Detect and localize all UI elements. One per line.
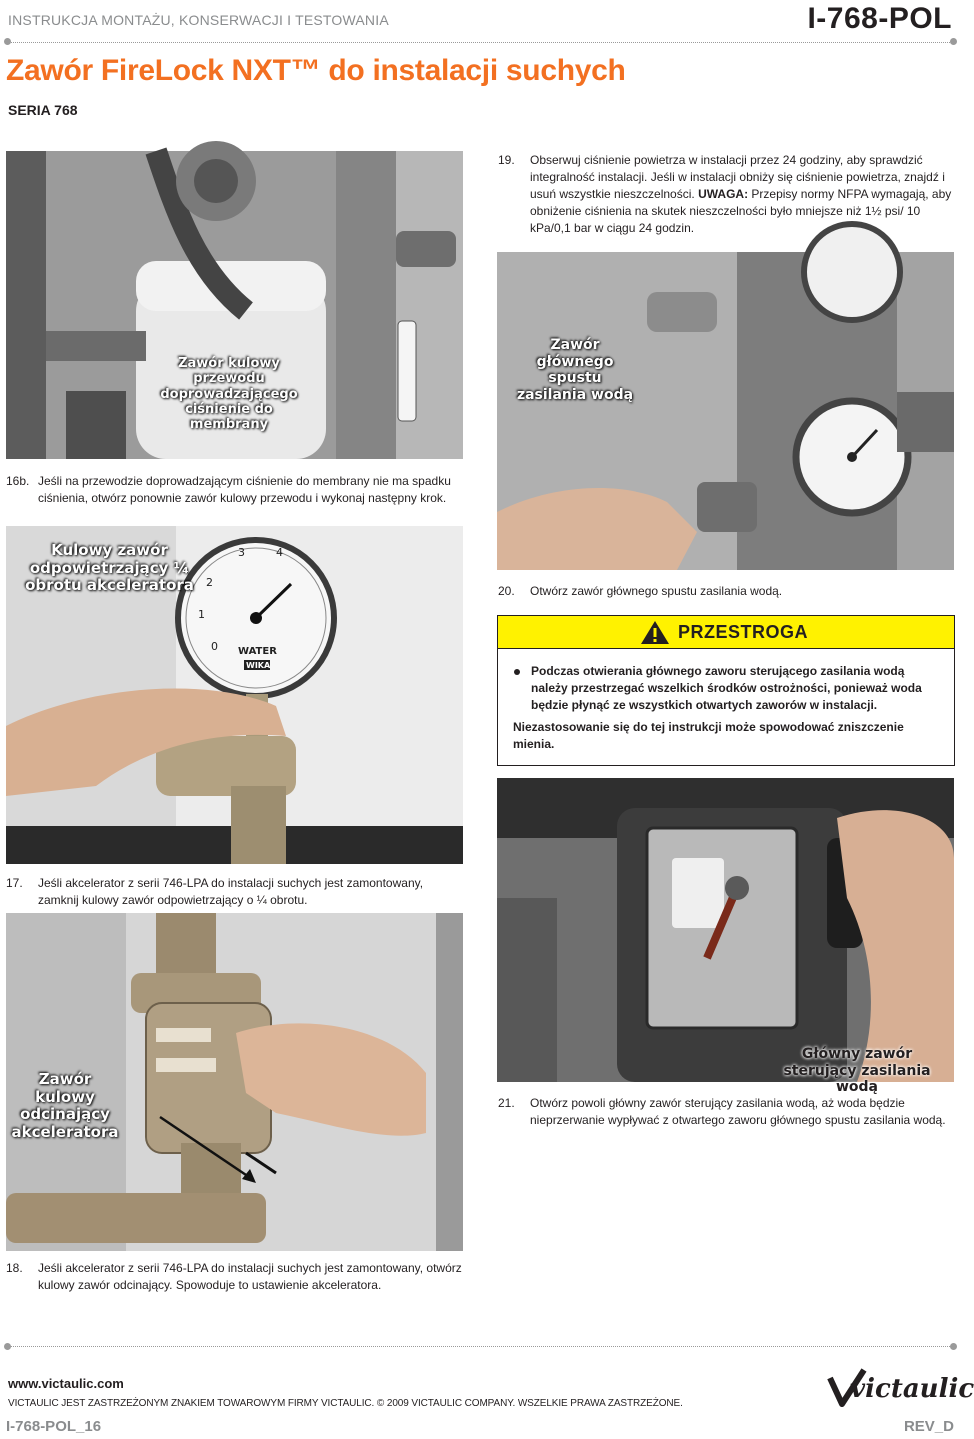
pointer-arrow-icon: [156, 1113, 266, 1193]
step-21: [498, 1095, 952, 1131]
caution-box: [497, 615, 955, 766]
photo-main-control-valve: [497, 778, 954, 1096]
victaulic-logo-text: victaulic: [850, 1374, 974, 1404]
callout-accelerator-vent-valve: Kulowy zawór odpowietrzający ¼ obrotu akceleratora: [25, 541, 194, 595]
callout-accelerator-isolation-valve: Zawór kulowy odcinający akceleratora: [11, 1070, 119, 1142]
gauge-scale-4: 0: [211, 640, 218, 653]
step-19-text: [530, 152, 952, 237]
callout-diaphragm-line-valve: Zawór kulowy przewodu doprowadzającego ciśnienie do membrany: [160, 356, 298, 433]
step-19: [498, 152, 952, 242]
caution-header: [498, 616, 954, 649]
step-18-number: 18.: [6, 1261, 23, 1275]
footer-website-link[interactable]: www.victaulic.com: [8, 1376, 124, 1391]
caution-bullet-text: Podczas otwierania głównego zaworu sterującego zasilania wodą należy przestrzegać wszelkich środków ostrożności, ponieważ woda będzie płynąć ze wszystkich otwartych zaworów w instalacji.: [531, 664, 922, 712]
caution-bullet-dot: [514, 669, 520, 675]
caution-title: PRZESTROGA: [678, 622, 809, 642]
step-17-number: 17.: [6, 876, 23, 890]
header-rule: [8, 42, 952, 43]
footer-revision: REV_D: [903, 1418, 954, 1435]
footer-legal-notice: VICTAULIC JEST ZASTRZEŻONYM ZNAKIEM TOWAROWYM FIRMY VICTAULIC. © 2009 VICTAULIC COMPANY. WSZELKIE PRAWA ZASTRZEŻONE.: [8, 1398, 683, 1409]
step-17-text: Jeśli akcelerator z serii 746-LPA do instalacji suchych jest zamontowany, zamknij kulowy zawór odpowietrzający o ¼ obrotu.: [38, 876, 424, 907]
gauge-scale-3: 1: [198, 608, 205, 621]
photo-main-drain-valve: [497, 252, 954, 570]
warning-triangle-icon: [640, 620, 670, 645]
step-17: [6, 875, 463, 911]
footer-rule-dot-right: [950, 1343, 957, 1350]
step-16b-text: Jeśli na przewodzie doprowadzającym ciśnienie do membrany nie ma spadku ciśnienia, otwórz ponownie zawór kulowy przewodu i wykonaj następny krok.: [38, 474, 451, 505]
document-code: I-768-POL: [807, 2, 952, 35]
step-20-number: 20.: [498, 584, 515, 598]
gauge-scale-0: 3: [238, 546, 245, 559]
victaulic-logo: [826, 1366, 974, 1414]
step-19-text-a: Obserwuj ciśnienie powietrza w instalacji przez 24 godziny, aby sprawdzić integralność instalacji. Jeśli w instalacji obniży się ciśnienie powietrza, znajdź i usuń wszystkie nieszczelności.: [530, 153, 945, 201]
step-16b: [6, 473, 463, 525]
step-19-number: 19.: [498, 153, 515, 167]
photo-accelerator-vent-valve: [6, 526, 463, 864]
footer-page-code: I-768-POL_16: [6, 1418, 102, 1435]
photo-main-control-valve-illustration: [497, 778, 954, 1082]
gauge-scale-2: 2: [206, 576, 213, 589]
gauge-unit: WATER: [238, 646, 277, 657]
caution-consequence: Niezastosowanie się do tej instrukcji może spowodować zniszczenie mienia.: [513, 720, 904, 751]
step-18-text: Jeśli akcelerator z serii 746-LPA do instalacji suchych jest zamontowany, otwórz kulowy zawór odcinający. Spowoduje to ustawienie akceleratora.: [38, 1261, 462, 1292]
step-21-text: Otwórz powoli główny zawór sterujący zasilania wodą, aż woda będzie nieprzerwanie wypływać z otwartego zaworu głównego spustu zasilania wodą.: [530, 1096, 946, 1127]
step-21-number: 21.: [498, 1096, 515, 1110]
step-20: [498, 583, 952, 603]
step-19-text-b: Przepisy normy NFPA wymagają, aby obniżenie ciśnienia na skutek nieszczelności było mniejsze niż 1½ psi/ 10 kPa/0,1 bar w ciągu 24 godzin.: [530, 187, 952, 235]
callout-main-drain-valve: Zawór głównego spustu zasilania wodą: [516, 337, 634, 403]
step-18: [6, 1260, 463, 1296]
pressure-gauge: [178, 540, 334, 696]
footer-rule: [8, 1346, 952, 1347]
header-rule-dot-right: [950, 38, 957, 45]
page-title: Zawór FireLock NXT™ do instalacji suchych: [6, 54, 626, 87]
document-type: INSTRUKCJA MONTAŻU, KONSERWACJI I TESTOWANIA: [8, 12, 389, 28]
step-16b-number: 16b.: [6, 474, 30, 488]
step-19-note-label: UWAGA:: [698, 187, 749, 201]
gauge-scale-1: 4: [276, 546, 283, 559]
step-20-text: Otwórz zawór głównego spustu zasilania wodą.: [530, 584, 783, 598]
photo-diaphragm-line-valve: [6, 151, 463, 459]
callout-main-control-valve: Główny zawór sterujący zasilania wodą: [783, 1046, 931, 1096]
photo-main-drain-valve-illustration: [497, 252, 954, 570]
header-rule-dot-left: [4, 38, 11, 45]
footer-rule-dot-left: [4, 1343, 11, 1350]
photo-accelerator-isolation-valve: [6, 913, 463, 1251]
gauge-brand: WIKA: [246, 661, 271, 670]
series-label: SERIA 768: [8, 102, 78, 118]
